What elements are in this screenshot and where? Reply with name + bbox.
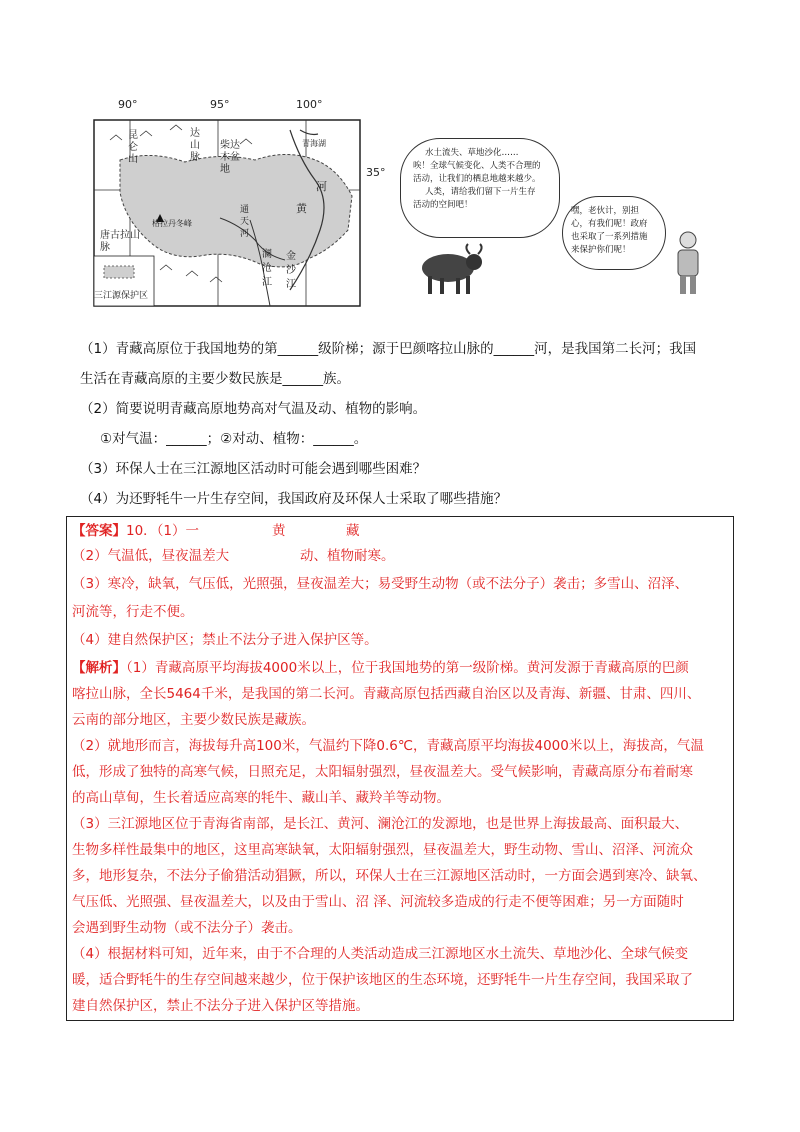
question-2-sub: ①对气温：______；②对动、植物：______。	[100, 431, 368, 447]
analysis-line-13: 暖，适合野牦牛的生存空间越来越少，位于保护该地区的生态环境，还野牦牛一片生存空间，我国采取了	[72, 972, 693, 988]
analysis-line-7: （3）三江源地区位于青海省南部，是长江、黄河、澜沧江的发源地，也是世界上海拔最高、面积最大、	[72, 816, 689, 832]
answer-2a: （2）气温低，昼夜温差大	[72, 548, 230, 564]
label-geladandong: 格拉丹冬峰	[152, 219, 192, 228]
question-1-line-2: 生活在青藏高原的主要少数民族是______族。	[80, 371, 350, 387]
label-chaidamu: 柴达木盆地	[220, 140, 240, 175]
answer-line-1	[72, 521, 199, 541]
analysis-line-5: 低，形成了独特的高寒气候，日照充足，太阳辐射强烈，昼夜温差大。受气候影响，青藏高原分布着耐寒	[72, 764, 693, 780]
label-jinsha: 金沙江	[286, 251, 296, 290]
question-2: （2）简要说明青藏高原地势高对气温及动、植物的影响。	[80, 401, 427, 417]
analysis-tag: 【解析】	[72, 660, 126, 676]
label-kunlun: 昆仑山	[128, 130, 138, 165]
analysis-line-6: 的高山草甸，生长着适应高寒的牦牛、藏山羊、藏羚羊等动物。	[72, 790, 450, 806]
answer-2b: 动、植物耐寒。	[300, 548, 395, 564]
analysis-line-1: 【解析】（1）青藏高原平均海拔4000米以上，位于我国地势的第一级阶梯。黄河发源于青藏高原的巴颜	[72, 660, 689, 676]
analysis-line-11: 会遇到野生动物（或不法分子）袭击。	[72, 920, 302, 936]
question-1-line-1: （1）青藏高原位于我国地势的第______级阶梯；源于巴颜喀拉山脉的______河，是我国第二长河；我国	[80, 341, 697, 357]
label-altun: 达山脉	[190, 128, 200, 163]
analysis-line-8: 生物多样性最集中的地区，这里高寒缺氧，太阳辐射强烈，昼夜温差大，野生动物、雪山、沼泽、河流众	[72, 842, 693, 858]
analysis-line-9: 多，地形复杂，不法分子偷猎活动猖獗，所以，环保人士在三江源地区活动时，一方面会遇到寒冷、缺氧、	[72, 868, 707, 884]
label-tongtian: 通天河	[240, 205, 250, 239]
question-4: （4）为还野牦牛一片生存空间，我国政府及环保人士采取了哪些措施？	[80, 491, 508, 507]
person-speech-bubble: 嘿，老伙计，别担 心，有我们呢！政府 也采取了一系列措施 来保护你们呢！	[562, 196, 666, 270]
answer-4: （4）建自然保护区；禁止不法分子进入保护区等。	[72, 632, 378, 648]
analysis-line-4: （2）就地形而言，海拔每升高100米，气温约下降0.6℃，青藏高原平均海拔4000米以上，海拔高，气温	[72, 738, 704, 754]
answer-num: 10．（1）一	[126, 523, 200, 539]
yak-illustration	[410, 240, 490, 300]
person-illustration	[670, 228, 710, 298]
answer-1c: 藏	[346, 523, 360, 539]
answer-tag: 【答案】	[72, 523, 126, 539]
answer-3b: 河流等，行走不便。	[72, 604, 194, 620]
label-he: 河	[316, 180, 327, 193]
longitude-95: 95°	[210, 98, 230, 111]
label-lancang: 澜沧江	[262, 249, 272, 288]
longitude-100: 100°	[296, 98, 323, 111]
longitude-90: 90°	[118, 98, 138, 111]
label-huang: 黄	[296, 202, 307, 215]
question-3: （3）环保人士在三江源地区活动时可能会遇到哪些困难？	[80, 461, 427, 477]
latitude-35: 35°	[366, 166, 386, 179]
map-figure	[90, 98, 386, 310]
analysis-line-10: 气压低、光照强、昼夜温差大，以及由于雪山、沼 泽、河流较多造成的行走不便等困难；另一方面随时	[72, 894, 684, 910]
label-qinghai-lake: 青海湖	[302, 139, 326, 148]
legend-label: 三江源保护区	[94, 291, 149, 301]
yak-speech-bubble: 水土流失、草地沙化…… 唉！全球气候变化、人类不合理的 活动，让我们的栖息地越来越少。 人类，请给我们留下一片生存 活动的空间吧！	[400, 138, 560, 238]
answer-3a: （3）寒冷，缺氧，气压低，光照强，昼夜温差大；易受野生动物（或不法分子）袭击；多雪山、沼泽、	[72, 576, 689, 592]
label-tanggula: 唐古拉山脉	[100, 230, 140, 253]
analysis-line-14: 建自然保护区，禁止不法分子进入保护区等措施。	[72, 998, 369, 1014]
analysis-line-2: 喀拉山脉，全长5464千米，是我国的第二长河。青藏高原包括西藏自治区以及青海、新疆、甘肃、四川、	[72, 686, 701, 702]
answer-1b: 黄	[272, 523, 286, 539]
analysis-line-12: （4）根据材料可知，近年来，由于不合理的人类活动造成三江源地区水土流失、草地沙化、全球气候变	[72, 946, 689, 962]
analysis-line-3: 云南的部分地区，主要少数民族是藏族。	[72, 712, 315, 728]
